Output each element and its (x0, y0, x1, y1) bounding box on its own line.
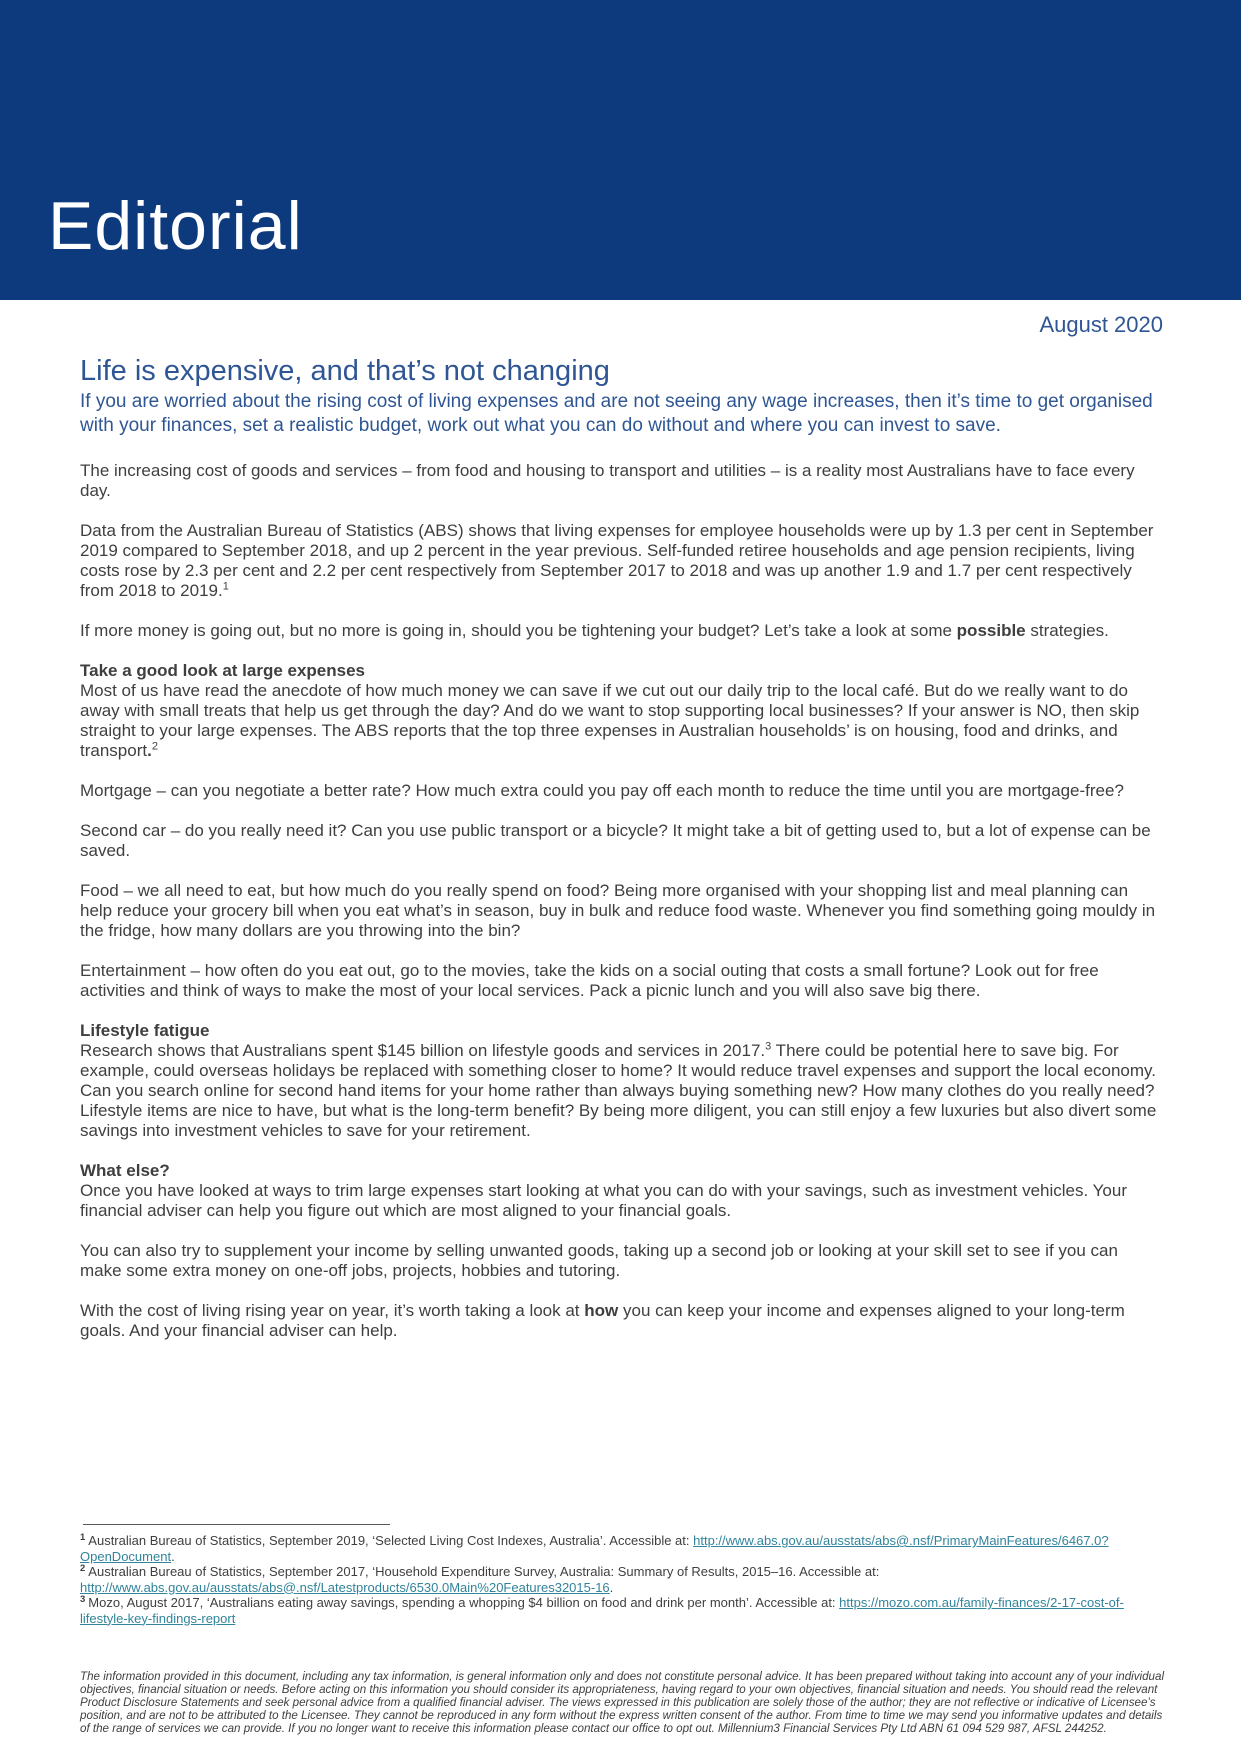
disclaimer-text: The information provided in this document, including any tax information, is general information only and does not constitute personal advice. It has been prepared without taking into account any of your individual objectives, financial situation or needs. Before acting on this information you should consider its appropriateness, having regard to your own objectives, financial situation and needs. You should read the relevant Product Disclosure Statements and seek personal advice from a qualified financial adviser. The views expressed in this publication are solely those of the author; they are not reflective or indicative of Licensee’s position, and are not to be attributed to the Licensee. They cannot be reproduced in any form without the express written consent of the author. From time to time we may send you informative updates and details of the range of services we can provide. If you no longer want to receive this information please contact our office to opt out. Millennium3 Financial Services Pty Ltd ABN 61 094 529 987, AFSL 244252. (80, 1669, 1165, 1736)
paragraph-mortgage: Mortgage – can you negotiate a better rate? How much extra could you pay off each month to reduce the time until you are mortgage-free? (80, 781, 1124, 800)
section-heading-large-expenses: Take a good look at large expenses (80, 661, 366, 680)
article-intro: If you are worried about the rising cost of living expenses and are not seeing any wage increases, then it’s time to get organised with your finances, set a realistic budget, work out what you can do without and where you can invest to save. (80, 391, 1153, 436)
article-body (80, 300, 1163, 1361)
paragraph-trim-expenses: Once you have looked at ways to trim large expenses start looking at what you can do with your savings, such as investment vehicles. Your financial adviser can help you figure out which are most aligned to your financial goals. (80, 1181, 1128, 1220)
text-segment: If more money is going out, but no more is going in, should you be tightening your budget? Let’s take a look at some (80, 621, 957, 640)
paragraph-closing (80, 1301, 1163, 1341)
paragraph-supplement-income: You can also try to supplement your income by selling unwanted goods, taking up a second job or looking at your skill set to see if you can make some extra money on one-off jobs, projects, hobbies and tutoring. (80, 1241, 1118, 1280)
footnote-item-1 (80, 1533, 1163, 1564)
footnote-link-2[interactable]: http://www.abs.gov.au/ausstats/abs@.nsf/Latestproducts/6530.0Main%20Features32015-16 (80, 1579, 610, 1595)
footnote-text: Australian Bureau of Statistics, September 2017, ‘Household Expenditure Survey, Australia: Summary of Results, 2015–16. Accessible at: (88, 1564, 880, 1579)
paragraph-increasing-cost: The increasing cost of goods and services – from food and housing to transport and utilities – is a reality most Australians have to face every day. (80, 461, 1135, 500)
banner-title: Editorial (48, 188, 303, 264)
footnote-text: Mozo, August 2017, ‘Australians eating away savings, spending a whopping $4 billion on food and drink per month’. Accessible at: (88, 1595, 836, 1610)
paragraph-food: Food – we all need to eat, but how much do you really spend on food? Being more organised with your shopping list and meal planning can help reduce your grocery bill when you eat what’s in season, buy in bulk and reduce food waste. Whenever you find something going mouldy in the fridge, how many dollars are you throwing into the bin? (80, 881, 1156, 940)
text-segment: Data from the Australian Bureau of Statistics (ABS) shows that living expenses for employee households were up by 1.3 per cent in September 2019 compared to September 2018, and up 2 percent in the year previous. Self-funded retiree households and age pension recipients, living costs rose by 2.3 per cent and 2.2 per cent respectively from September 2017 to 2018 and was up another 1.9 and 1.7 per cent respectively from 2018 to 2019. (80, 521, 1154, 600)
paragraph-abs-data (80, 521, 1163, 601)
article-title: Life is expensive, and that’s not changing (80, 355, 610, 387)
footnote-item-2 (80, 1564, 1163, 1595)
section-heading-lifestyle-fatigue: Lifestyle fatigue (80, 1021, 210, 1040)
paragraph-cafe-anecdote (80, 681, 1163, 761)
footnotes-separator (83, 1524, 390, 1525)
text-segment: strategies. (1025, 621, 1109, 640)
footnote-ref-3: 3 (765, 1040, 772, 1053)
footnote-marker-2: 2 (80, 1562, 86, 1574)
footnote-suffix: . (171, 1548, 175, 1564)
text-segment: Most of us have read the anecdote of how much money we can save if we cut out our daily trip to the local café. But do we really want to do away with small treats that help us get through the day? And do we want to stop supporting local businesses? If your answer is NO, then skip straight to your large expenses. The ABS reports that the top three expenses in Australian households’ is on housing, food and drinks, and transport (80, 681, 1140, 760)
text-segment-bold: possible (956, 621, 1026, 640)
paragraph-second-car: Second car – do you really need it? Can you use public transport or a bicycle? It might take a bit of getting used to, but a lot of expense can be saved. (80, 821, 1151, 860)
text-segment-bold: . (147, 741, 152, 760)
footnotes-section (80, 1524, 1163, 1626)
text-segment: you can keep your income and expenses aligned to your long-term goals. And your financial adviser can help. (80, 1301, 1125, 1340)
footnote-link-1[interactable]: http://www.abs.gov.au/ausstats/abs@.nsf/PrimaryMainFeatures/6467.0?OpenDocument (80, 1533, 1109, 1564)
footnote-text: Australian Bureau of Statistics, September 2019, ‘Selected Living Cost Indexes, Australia’. Accessible at: (88, 1533, 690, 1548)
section-heading-what-else: What else? (80, 1161, 170, 1180)
footnote-link-3[interactable]: https://mozo.com.au/family-finances/2-17-cost-of-lifestyle-key-findings-report (80, 1595, 1124, 1626)
paragraph-entertainment: Entertainment – how often do you eat out, go to the movies, take the kids on a social outing that costs a small fortune? Look out for free activities and think of ways to make the most of your local services. Pack a picnic lunch and you will also save big there. (80, 961, 1099, 1000)
text-segment-bold: how (584, 1301, 619, 1320)
footnote-suffix: . (609, 1579, 614, 1595)
paragraph-tightening-budget (80, 621, 1163, 641)
paragraph-lifestyle-research (80, 1041, 1163, 1141)
issue-date: August 2020 (1039, 312, 1163, 337)
footnote-marker-3: 3 (80, 1593, 86, 1605)
footnote-ref-2: 2 (151, 740, 158, 753)
footnote-ref-1: 1 (222, 580, 229, 593)
banner (0, 0, 1241, 300)
text-segment: With the cost of living rising year on year, it’s worth taking a look at (80, 1301, 585, 1320)
text-segment: There could be potential here to save big. For example, could overseas holidays be replaced with something closer to home? It would reduce travel expenses and support the local economy. Can you search online for second hand items for your home rather than always buying something new? How many clothes do you really need? Lifestyle items are nice to have, but what is the long-term benefit? By being more diligent, you can still enjoy a few luxuries but also divert some savings into investment vehicles to save for your retirement. (80, 1041, 1157, 1140)
footnote-marker-1: 1 (80, 1531, 86, 1543)
footnote-item-3 (80, 1595, 1163, 1626)
text-segment: Research shows that Australians spent $145 billion on lifestyle goods and services in 2017. (80, 1041, 766, 1060)
